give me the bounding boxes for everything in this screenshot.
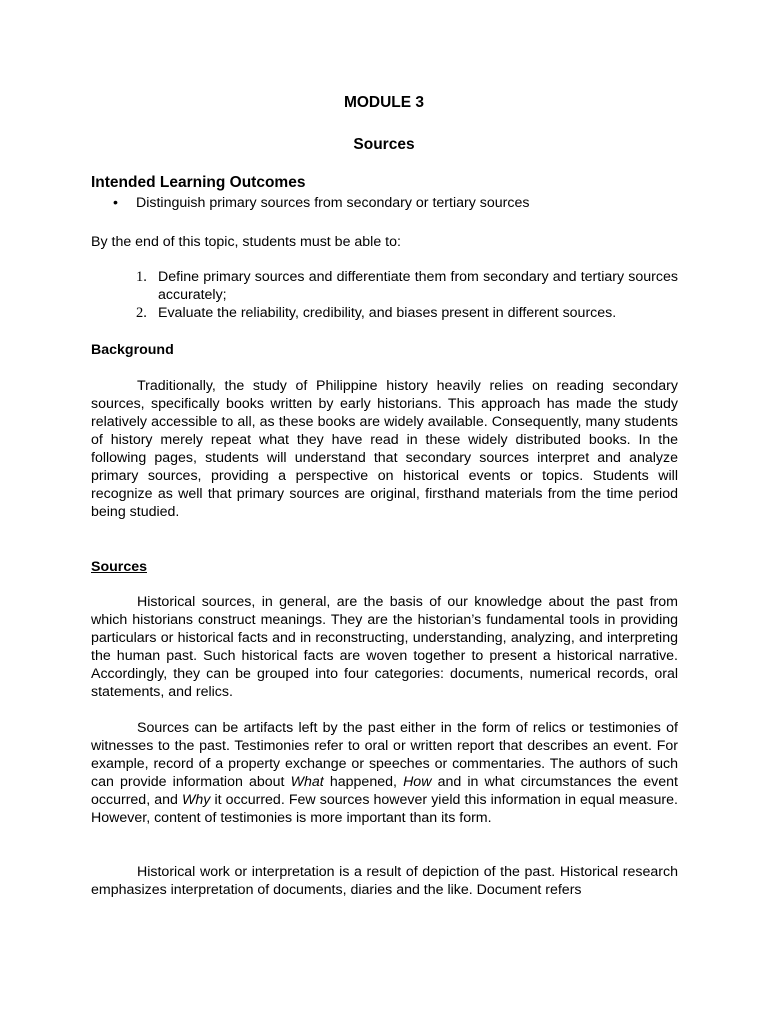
objectives-lead: By the end of this topic, students must be able to: (91, 234, 401, 250)
objective-text: Define primary sources and differentiate them from secondary and tertiary sources accurately; (158, 269, 678, 303)
outcomes-bullet-text: Distinguish primary sources from secondary or tertiary sources (136, 195, 530, 211)
bullet-icon: • (113, 195, 118, 211)
objective-text: Evaluate the reliability, credibility, and biases present in different sources. (158, 305, 617, 321)
sources-paragraph-3: Historical work or interpretation is a result of depiction of the past. Historical research emphasizes interpretation of documents, diaries and the like. Document refers (91, 864, 678, 898)
outcomes-heading: Intended Learning Outcomes (91, 174, 306, 191)
sources-heading: Sources (91, 559, 147, 575)
background-paragraph: Traditionally, the study of Philippine history heavily relies on reading secondary sources, specifically books written by early historians. This approach has made the study relatively accessible to all, as these books are widely available. Consequently, many students of history merely repeat what they have read in these widely distributed books. In the following pages, students will understand that secondary sources interpret and analyze primary sources, providing a perspective on historical events or topics. Students will recognize as well that primary sources are original, firsthand materials from the time period being studied. (91, 378, 678, 520)
objective-item-2 (91, 304, 678, 322)
background-heading: Background (91, 342, 174, 358)
paragraph-text: happened, (323, 774, 404, 790)
paragraph-text: it occurred. Few sources however yield this information in equal measure. However, content of testimonies is more important than its form. (91, 792, 678, 826)
emphasis-why: Why (181, 792, 211, 808)
objective-number: 1. (136, 269, 147, 285)
objective-item-1 (91, 268, 678, 304)
sources-paragraph-2 (91, 719, 678, 827)
sources-paragraph-1: Historical sources, in general, are the basis of our knowledge about the past from which historians construct meanings. They are the historian’s fundamental tools in providing particulars or historical facts and in reconstructing, understanding, analyzing, and interpreting the human past. Such historical facts are woven together to present a historical narrative. Accordingly, they can be grouped into four categories: documents, numerical records, oral statements, and relics. (91, 594, 678, 700)
emphasis-what: What (290, 774, 324, 790)
paragraph-text: Sources can be artifacts left by the past either in the form of relics or testimonies of witnesses to the past. Testimonies refer to oral or written report that describes an event. For example, record of a property exchange or speeches or commentaries. The authors of such can provide information about (91, 720, 678, 790)
module-title: Sources (353, 136, 415, 153)
objective-number: 2. (136, 305, 147, 321)
objectives-list (91, 268, 678, 322)
emphasis-how: How (403, 774, 432, 790)
paragraph-text: and in what circumstances the event occurred, and (91, 774, 678, 808)
module-label: MODULE 3 (343, 94, 425, 111)
